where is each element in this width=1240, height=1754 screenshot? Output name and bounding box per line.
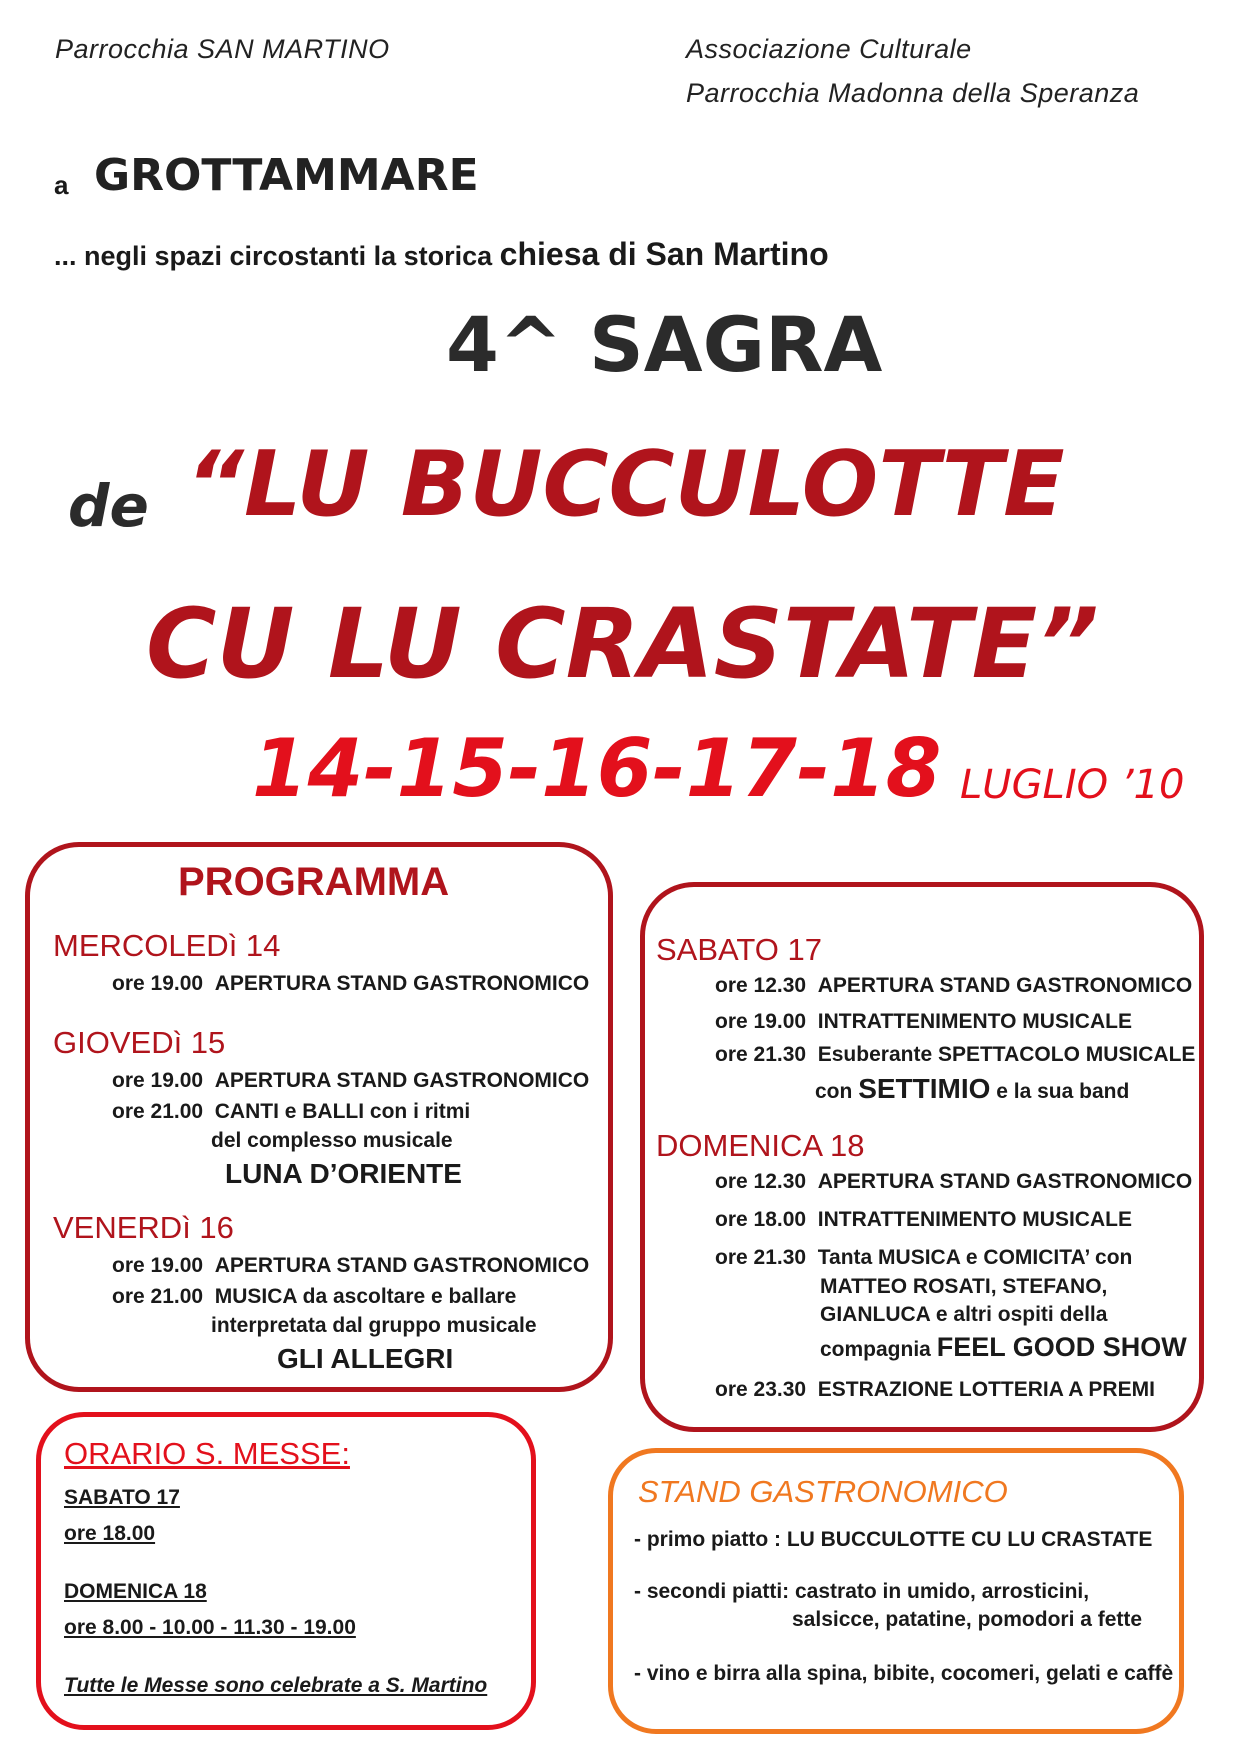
- day-domenica: DOMENICA 18: [656, 1128, 865, 1163]
- time: ore 12.30: [715, 974, 807, 997]
- artist-name: SETTIMIO: [858, 1073, 991, 1104]
- giovedi-extra: del complesso musicale: [211, 1129, 453, 1152]
- domenica-cont-2: GIANLUCA e altri ospiti della: [820, 1303, 1108, 1326]
- sagra-title: 4^ SAGRA: [446, 300, 883, 389]
- giovedi-row-1: [112, 1069, 589, 1093]
- activity: APERTURA STAND GASTRONOMICO: [817, 1170, 1193, 1193]
- venerdi-row-2: [112, 1285, 516, 1309]
- domenica-cont-1: MATTEO ROSATI, STEFANO,: [820, 1275, 1108, 1298]
- time: ore 21.00: [112, 1285, 204, 1308]
- intro-line: [54, 236, 829, 273]
- activity: INTRATTENIMENTO MUSICALE: [817, 1208, 1132, 1231]
- title-line-1: “LU BUCCULOTTE: [186, 432, 1065, 537]
- event-dates: 14-15-16-17-18: [252, 722, 942, 815]
- place-name: GROTTAMMARE: [94, 150, 479, 201]
- time: ore 18.00: [715, 1208, 807, 1231]
- event-month: LUGLIO ’10: [960, 762, 1185, 808]
- activity: APERTURA STAND GASTRONOMICO: [817, 974, 1193, 997]
- cultural-association: Associazione Culturale: [686, 34, 972, 64]
- domenica-row-1: [715, 1170, 1192, 1194]
- time: ore 21.30: [715, 1043, 807, 1066]
- activity: INTRATTENIMENTO MUSICALE: [817, 1010, 1132, 1033]
- activity: Tanta MUSICA e COMICITA’ con: [817, 1246, 1133, 1269]
- domenica-row-lottery: [715, 1378, 1155, 1402]
- time: ore 12.30: [715, 1170, 807, 1193]
- parish-san-martino: Parrocchia SAN MARTINO: [55, 34, 390, 64]
- domenica-show-line: [820, 1332, 1187, 1363]
- stand-secondi-2: salsicce, patatine, pomodori a fette: [792, 1608, 1143, 1631]
- time: ore 19.00: [112, 1069, 204, 1092]
- con-label: con: [815, 1080, 853, 1103]
- stand-vino: - vino e birra alla spina, bibite, cocomeri, gelati e caffè: [634, 1662, 1174, 1685]
- time: ore 19.00: [715, 1010, 807, 1033]
- activity: ESTRAZIONE LOTTERIA A PREMI: [817, 1378, 1155, 1401]
- program-heading: PROGRAMMA: [178, 860, 450, 904]
- venerdi-row-1: [112, 1254, 589, 1278]
- mercoledi-row-1: [112, 972, 589, 996]
- show-name: FEEL GOOD SHOW: [936, 1332, 1187, 1362]
- venerdi-extra: interpretata dal gruppo musicale: [211, 1314, 537, 1337]
- domenica-row-2: [715, 1208, 1132, 1232]
- activity: MUSICA da ascoltare e ballare: [214, 1285, 517, 1308]
- intro-negli: ... negli spazi circostanti la storica: [54, 241, 493, 271]
- day-venerdi: VENERDì 16: [53, 1210, 234, 1245]
- time: ore 21.30: [715, 1246, 807, 1269]
- day-giovedi: GIOVEDì 15: [53, 1025, 226, 1060]
- stand-heading: STAND GASTRONOMICO: [638, 1474, 1008, 1509]
- messe-domenica-times: ore 8.00 - 10.00 - 11.30 - 19.00: [64, 1616, 356, 1639]
- messe-heading: ORARIO S. MESSE:: [64, 1436, 350, 1471]
- band-label: e la sua band: [996, 1080, 1130, 1103]
- activity: APERTURA STAND GASTRONOMICO: [214, 972, 590, 995]
- title-line-2: CU LU CRASTATE”: [146, 588, 1099, 700]
- parish-madonna-speranza: Parrocchia Madonna della Speranza: [686, 78, 1140, 108]
- time: ore 23.30: [715, 1378, 807, 1401]
- messe-sabato-time: ore 18.00: [64, 1522, 156, 1545]
- sabato-row-2: [715, 1010, 1132, 1034]
- compagnia-label: compagnia: [820, 1338, 931, 1361]
- venerdi-artist: GLI ALLEGRI: [277, 1343, 454, 1374]
- sabato-row-3: [715, 1043, 1195, 1067]
- domenica-row-3: [715, 1246, 1132, 1270]
- day-mercoledi: MERCOLEDì 14: [53, 928, 281, 963]
- activity: Esuberante SPETTACOLO MUSICALE: [817, 1043, 1196, 1066]
- activity: CANTI e BALLI con i ritmi: [214, 1100, 471, 1123]
- time: ore 19.00: [112, 1254, 204, 1277]
- time: ore 19.00: [112, 972, 204, 995]
- giovedi-row-2: [112, 1100, 470, 1124]
- time: ore 21.00: [112, 1100, 204, 1123]
- day-sabato: SABATO 17: [656, 932, 822, 967]
- title-de: de: [68, 472, 149, 540]
- sabato-row-1: [715, 974, 1192, 998]
- stand-secondi-1: - secondi piatti: castrato in umido, arrosticini,: [634, 1580, 1090, 1603]
- activity: APERTURA STAND GASTRONOMICO: [214, 1069, 590, 1092]
- intro-chiesa: chiesa di San Martino: [499, 236, 829, 272]
- stand-primo: - primo piatto : LU BUCCULOTTE CU LU CRASTATE: [634, 1528, 1153, 1551]
- activity: APERTURA STAND GASTRONOMICO: [214, 1254, 590, 1277]
- messe-sabato: SABATO 17: [64, 1486, 180, 1509]
- messe-domenica: DOMENICA 18: [64, 1580, 207, 1603]
- sabato-artist-line: [815, 1073, 1129, 1105]
- giovedi-artist: LUNA D’ORIENTE: [225, 1158, 462, 1189]
- messe-note: Tutte le Messe sono celebrate a S. Martino: [64, 1674, 488, 1697]
- intro-a: a: [54, 170, 69, 200]
